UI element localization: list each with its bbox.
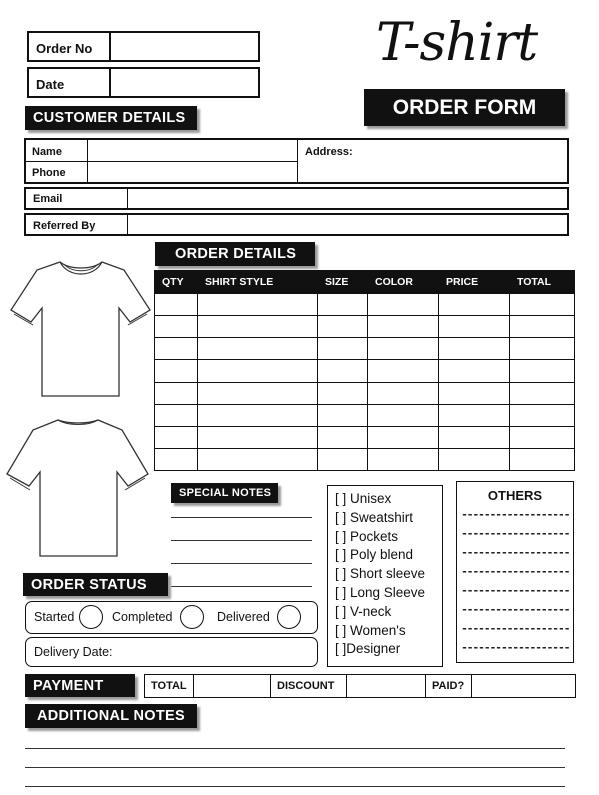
form-title: ORDER FORM <box>364 89 565 126</box>
email-field[interactable] <box>128 189 567 208</box>
payment-paid-field[interactable] <box>472 675 575 697</box>
others-box <box>456 481 574 663</box>
date-field[interactable] <box>111 69 258 96</box>
col-size: SIZE <box>318 271 368 294</box>
tshirt-front-icon <box>8 258 153 400</box>
note-line[interactable] <box>171 540 312 541</box>
order-status-heading: ORDER STATUS <box>23 573 168 596</box>
table-row[interactable] <box>155 426 575 448</box>
order-table-header <box>155 271 575 294</box>
options-box <box>327 485 443 667</box>
name-label: Name <box>32 146 62 158</box>
option-v-neck[interactable]: [ ] V-neck <box>335 603 392 619</box>
payment-total-label: TOTAL <box>145 675 194 697</box>
option-womens[interactable]: [ ] Women's <box>335 622 406 638</box>
phone-label: Phone <box>32 167 66 179</box>
name-phone-address-block <box>24 138 569 184</box>
option-short-sleeve[interactable]: [ ] Short sleeve <box>335 566 426 582</box>
started-checkbox[interactable] <box>79 605 103 629</box>
col-qty: QTY <box>155 271 198 294</box>
address-label: Address: <box>305 146 353 158</box>
option-poly-blend[interactable]: [ ] Poly blend <box>335 547 414 563</box>
additional-note-line[interactable] <box>25 748 565 749</box>
table-row[interactable] <box>155 338 575 360</box>
referred-label: Referred By <box>26 215 128 234</box>
order-table <box>154 270 575 471</box>
referred-row <box>24 213 569 236</box>
status-completed-label: Completed <box>112 610 173 624</box>
status-delivered-label: Delivered <box>217 610 270 624</box>
others-line[interactable]: ------------------- <box>460 508 570 522</box>
completed-checkbox[interactable] <box>180 605 204 629</box>
address-field[interactable] <box>297 140 567 182</box>
delivery-date-label: Delivery Date: <box>34 645 113 659</box>
payment-total-field[interactable] <box>194 675 271 697</box>
others-line[interactable]: ------------------- <box>460 622 570 636</box>
col-shirt-style: SHIRT STYLE <box>198 271 318 294</box>
others-line[interactable]: ------------------- <box>460 603 570 617</box>
email-label: Email <box>26 189 128 208</box>
payment-discount-label: DISCOUNT <box>271 675 347 697</box>
col-price: PRICE <box>439 271 510 294</box>
additional-notes-heading: ADDITIONAL NOTES <box>25 704 197 728</box>
referred-field[interactable] <box>128 215 567 234</box>
table-row[interactable] <box>155 294 575 316</box>
date-row <box>27 67 260 98</box>
others-line[interactable]: ------------------- <box>460 546 570 560</box>
email-row <box>24 187 569 210</box>
others-line[interactable]: ------------------- <box>460 584 570 598</box>
table-row[interactable] <box>155 360 575 382</box>
name-field[interactable] <box>87 140 297 162</box>
status-box <box>25 601 318 634</box>
customer-details-heading: CUSTOMER DETAILS <box>25 106 197 130</box>
payment-paid-label: PAID? <box>426 675 472 697</box>
order-no-row <box>27 31 260 62</box>
additional-note-line[interactable] <box>25 786 565 787</box>
option-sweatshirt[interactable]: [ ] Sweatshirt <box>335 509 414 525</box>
others-line[interactable]: ------------------- <box>460 527 570 541</box>
others-line[interactable]: ------------------- <box>460 641 570 655</box>
tshirt-back-icon <box>4 416 151 560</box>
col-total: TOTAL <box>510 271 575 294</box>
date-label: Date <box>29 69 111 96</box>
special-notes-heading: SPECIAL NOTES <box>171 483 278 503</box>
additional-note-line[interactable] <box>25 767 565 768</box>
option-unisex[interactable]: [ ] Unisex <box>335 491 392 506</box>
table-row[interactable] <box>155 316 575 338</box>
status-started-label: Started <box>34 610 75 624</box>
others-title: OTHERS <box>487 488 543 503</box>
note-line[interactable] <box>171 563 312 564</box>
option-pockets[interactable]: [ ] Pockets <box>335 528 399 544</box>
others-line[interactable]: ------------------- <box>460 565 570 579</box>
script-title: T-shirt <box>376 13 538 73</box>
delivered-checkbox[interactable] <box>277 605 301 629</box>
payment-heading: PAYMENT <box>25 674 135 697</box>
table-row[interactable] <box>155 404 575 426</box>
col-color: COLOR <box>368 271 439 294</box>
note-line[interactable] <box>171 586 312 587</box>
order-no-field[interactable] <box>111 33 258 60</box>
order-no-label: Order No <box>29 33 111 60</box>
table-row[interactable] <box>155 448 575 470</box>
delivery-date-box[interactable] <box>25 637 318 667</box>
table-row[interactable] <box>155 382 575 404</box>
payment-row <box>144 674 576 698</box>
option-long-sleeve[interactable]: [ ] Long Sleeve <box>335 584 426 600</box>
phone-field[interactable] <box>87 162 297 182</box>
note-line[interactable] <box>171 517 312 518</box>
payment-discount-field[interactable] <box>347 675 426 697</box>
order-details-heading: ORDER DETAILS <box>155 242 315 266</box>
option-designer[interactable]: [ ]Designer <box>335 641 401 657</box>
